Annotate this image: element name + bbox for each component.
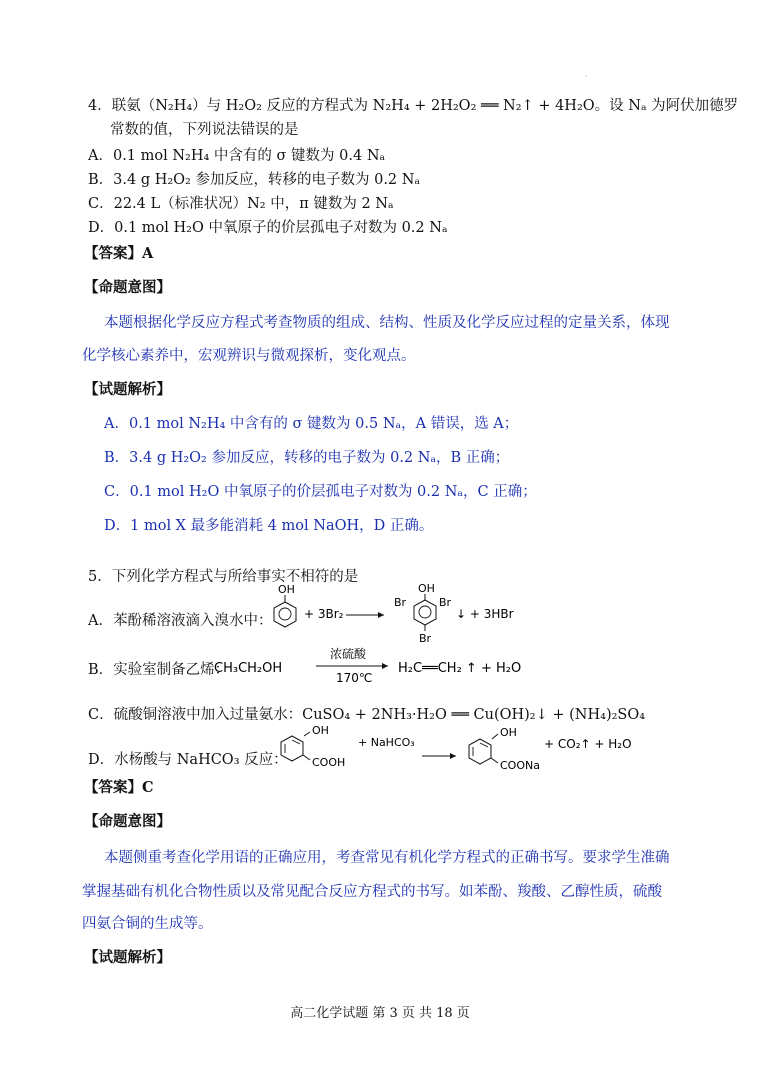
condition-temperature: 170℃ (336, 671, 373, 685)
q4-intent-line2: 化学核心素养中，宏观辨识与微观探析，变化观点。 (82, 348, 416, 364)
ethylene-preparation-equation (212, 646, 542, 690)
phenol-bromination-equation (270, 582, 514, 646)
phenol-oh-label: OH (278, 583, 295, 596)
q5-option-a-label: A．苯酚稀溶液滴入溴水中： (88, 613, 273, 629)
q4-analysis-b: B．3.4 g H₂O₂ 参加反应，转移的电子数为 0.2 Nₐ，B 正确； (104, 450, 510, 466)
scan-dot: · (585, 72, 588, 81)
q5-answer: 【答案】C (84, 779, 154, 796)
tribromophenol-oh: OH (418, 582, 435, 595)
bromine-reagent: + 3Br₂ (304, 607, 344, 621)
q4-intent-line1: 本题根据化学反应方程式考查物质的组成、结构、性质及化学反应过程的定量关系，体现 (104, 315, 670, 331)
benzene-ring-salicylate (469, 739, 491, 764)
tribromophenol-br-bottom: Br (419, 632, 432, 645)
q4-stem-line2: 常数的值，下列说法错误的是 (110, 122, 299, 138)
q5-intent-line2: 掌握基础有机化合物性质以及常见配合反应方程式的书写。如苯酚、羧酸、乙醇性质，硫酸 (82, 884, 662, 900)
q4-answer: 【答案】A (84, 245, 154, 262)
page-footer: 高二化学试题 第 3 页 共 18 页 (290, 1006, 470, 1021)
salicylic-cooh: COOH (312, 756, 346, 769)
q4-option-d: D．0.1 mol H₂O 中氧原子的价层孤电子对数为 0.2 Nₐ (88, 220, 448, 236)
benzene-ring-tribromophenol (414, 600, 436, 625)
precipitate-and-hbr: ↓ + 3HBr (456, 607, 514, 621)
tribromophenol-br-left: Br (394, 596, 407, 609)
q5-intent-line3: 四氨合铜的生成等。 (82, 916, 213, 932)
salicylate-coona: COONa (500, 759, 540, 772)
q5-option-b-label: B．实验室制备乙烯： (88, 662, 230, 678)
q5-stem: 5．下列化学方程式与所给事实不相符的是 (88, 569, 359, 585)
salicylate-oh: OH (500, 726, 517, 739)
salicylic-oh: OH (312, 724, 329, 737)
tribromophenol-br-right: Br (439, 596, 452, 609)
q4-analysis-c: C．0.1 mol H₂O 中氧原子的价层孤电子对数为 0.2 Nₐ，C 正确； (104, 484, 537, 500)
q5-option-d-label: D．水杨酸与 NaHCO₃ 反应： (88, 752, 288, 768)
ethylene-and-water: H₂C══CH₂ ↑ + H₂O (398, 661, 522, 676)
condition-sulfuric-acid: 浓硫酸 (330, 647, 367, 661)
q4-analysis-d: D．1 mol X 最多能消耗 4 mol NaOH，D 正确。 (104, 518, 434, 534)
q5-analysis-heading: 【试题解析】 (84, 949, 171, 966)
q5-intent-heading: 【命题意图】 (84, 813, 171, 830)
salicylic-acid-equation (272, 722, 652, 778)
q4-option-b: B．3.4 g H₂O₂ 参加反应，转移的电子数为 0.2 Nₐ (88, 172, 421, 188)
q5-intent-line1: 本题侧重考查化学用语的正确应用，考查常见有机化学方程式的正确书写。要求学生准确 (104, 850, 670, 866)
benzene-ring-salicylic (281, 736, 303, 761)
q4-analysis-a: A．0.1 mol N₂H₄ 中含有的 σ 键数为 0.5 Nₐ，A 错误，选 A； (104, 416, 519, 432)
q4-option-a: A．0.1 mol N₂H₄ 中含有的 σ 键数为 0.4 Nₐ (88, 148, 386, 164)
co2-and-water: + CO₂↑ + H₂O (544, 737, 632, 751)
ethanol-formula: CH₃CH₂OH (214, 661, 283, 676)
benzene-ring-phenol (274, 602, 296, 627)
q4-analysis-heading: 【试题解析】 (84, 381, 171, 398)
q4-stem-line1: 4．联氨（N₂H₄）与 H₂O₂ 反应的方程式为 N₂H₄ + 2H₂O₂ ══ N₂↑ + 4H₂O。设 Nₐ 为阿伏加德罗 (88, 98, 739, 114)
q4-intent-heading: 【命题意图】 (84, 279, 171, 296)
bicarbonate-reagent: + NaHCO₃ (358, 736, 415, 749)
q5-option-c: C．硫酸铜溶液中加入过量氨水：CuSO₄ + 2NH₃·H₂O ══ Cu(OH)₂↓ + (NH₄)₂SO₄ (88, 707, 646, 723)
q4-option-c: C．22.4 L（标准状况）N₂ 中，π 键数为 2 Nₐ (88, 196, 394, 212)
